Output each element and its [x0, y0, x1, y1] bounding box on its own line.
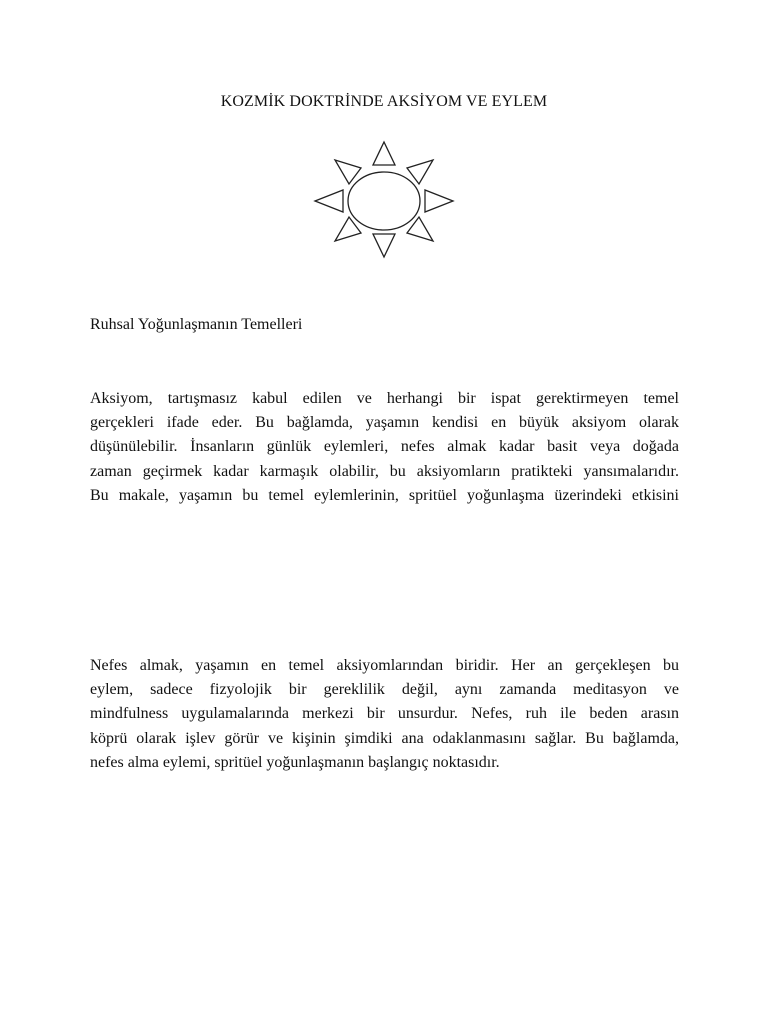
paragraph-line: Bu makale, yaşamın bu temel eylemlerinin, spritüel yoğunlaşma üzerindeki etkisini: [90, 486, 679, 504]
paragraph-line: eylem, sadece fizyolojik bir gereklilik değil, aynı zamanda meditasyon ve: [90, 681, 679, 699]
paragraph-line: nefes alma eylemi, spritüel yoğunlaşmanın başlangıç noktasıdır.: [90, 753, 500, 771]
paragraph-1: [90, 387, 679, 508]
paragraph-line: düşünülebilir. İnsanların günlük eylemleri, nefes almak kadar basit veya doğada: [90, 438, 679, 456]
paragraph-2: [90, 654, 679, 775]
section-subtitle: Ruhsal Yoğunlaşmanın Temelleri: [90, 316, 303, 333]
paragraph-line: köprü olarak işlev görür ve kişinin şimdiki ana odaklanmasını sağlar. Bu bağlamda,: [90, 729, 679, 747]
paragraph-line: Aksiyom, tartışmasız kabul edilen ve herhangi bir ispat gerektirmeyen temel: [90, 390, 679, 407]
page-title: KOZMİK DOKTRİNDE AKSİYOM VE EYLEM: [220, 93, 548, 110]
sun-icon: [311, 140, 457, 265]
paragraph-line: gerçekleri ifade eder. Bu bağlamda, yaşamın kendisi en büyük aksiyom olarak: [90, 414, 679, 432]
paragraph-line: Nefes almak, yaşamın en temel aksiyomlarından biridir. Her an gerçekleşen bu: [90, 657, 679, 674]
paragraph-line: mindfulness uygulamalarında merkezi bir unsurdur. Nefes, ruh ile beden arasın: [90, 705, 679, 723]
paragraph-line: zaman geçirmek kadar karmaşık olabilir, bu aksiyomların pratikteki yansımalarıdır.: [90, 462, 679, 480]
